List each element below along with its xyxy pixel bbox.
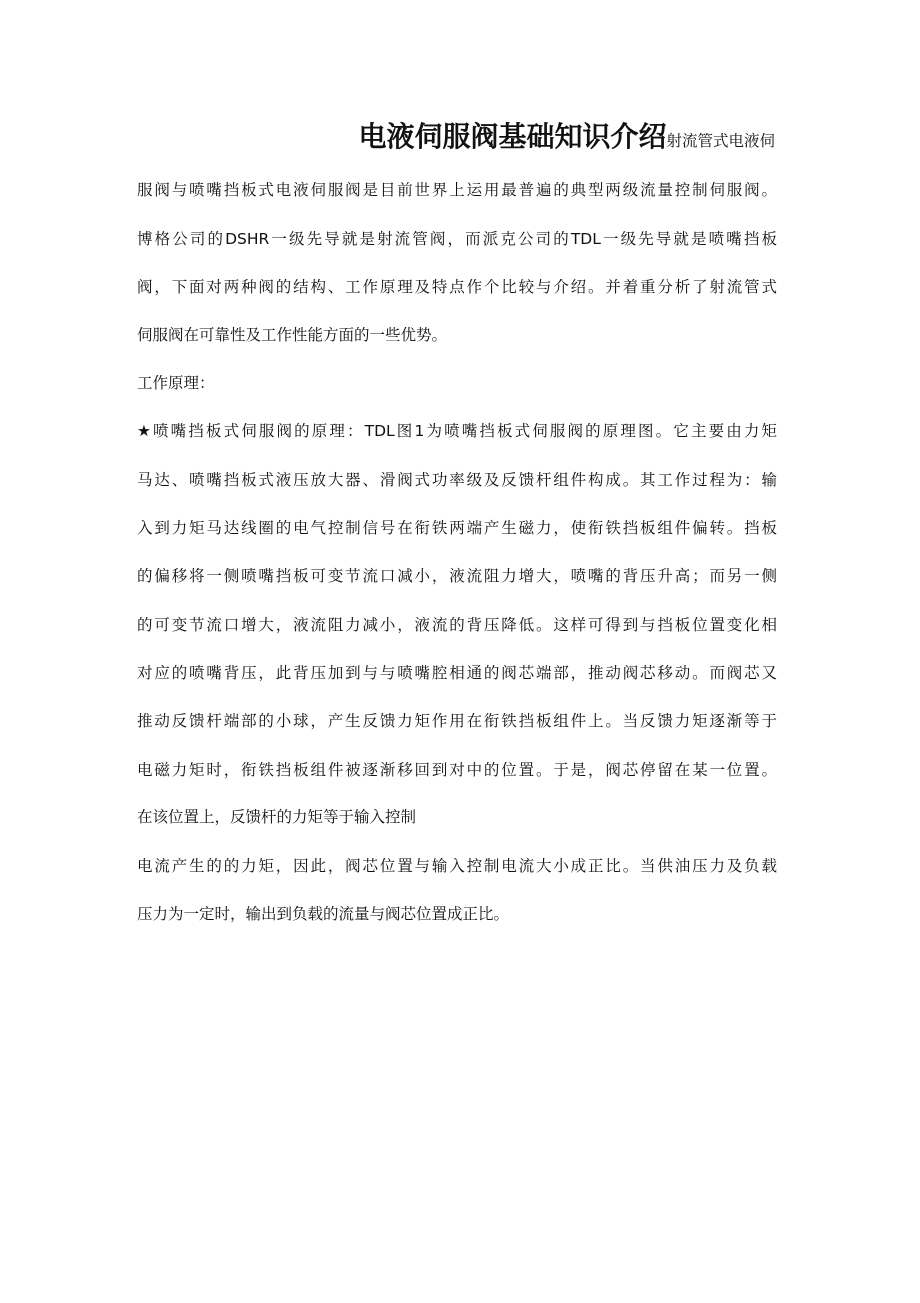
body-line: 博格公司的DSHR一级先导就是射流管阀，而派克公司的TDL一级先导就是喷嘴挡板 <box>137 230 777 248</box>
body-line: 伺服阀在可靠性及工作性能方面的一些优势。 <box>137 326 448 344</box>
body-line: 的偏移将一侧喷嘴挡板可变节流口减小，液流阻力增大，喷嘴的背压升高；而另一侧 <box>137 567 777 585</box>
body-line: ★喷嘴挡板式伺服阀的原理：TDL图1为喷嘴挡板式伺服阀的原理图。它主要由力矩 <box>137 422 777 440</box>
section-heading: 工作原理： <box>137 374 215 392</box>
body-line: 入到力矩马达线圈的电气控制信号在衔铁两端产生磁力，使衔铁挡板组件偏转。挡板 <box>137 519 777 537</box>
body-line: 对应的喷嘴背压，此背压加到与与喷嘴腔相通的阀芯端部，推动阀芯移动。而阀芯又 <box>137 664 777 682</box>
document-title <box>358 119 775 159</box>
body-line: 阀，下面对两种阀的结构、工作原理及特点作个比较与介绍。并着重分析了射流管式 <box>137 278 777 296</box>
body-line: 的可变节流口增大，液流阻力减小，液流的背压降低。这样可得到与挡板位置变化相 <box>137 616 777 634</box>
body-line: 在该位置上，反馈杆的力矩等于输入控制 <box>137 808 417 826</box>
body-line: 电磁力矩时，衔铁挡板组件被逐渐移回到对中的位置。于是，阀芯停留在某一位置。 <box>137 761 777 779</box>
title-tail: 射流管式电液伺 <box>666 132 775 150</box>
body-line: 电流产生的的力矩，因此，阀芯位置与输入控制电流大小成正比。当供油压力及负载 <box>137 857 777 875</box>
body-line: 压力为一定时，输出到负载的流量与阀芯位置成正比。 <box>137 905 510 923</box>
body-line: 推动反馈杆端部的小球，产生反馈力矩作用在衔铁挡板组件上。当反馈力矩逐渐等于 <box>137 712 777 730</box>
title-main: 电液伺服阀基础知识介绍 <box>358 120 667 153</box>
body-line: 马达、喷嘴挡板式液压放大器、滑阀式功率级及反馈杆组件构成。其工作过程为：输 <box>137 471 777 489</box>
body-line: 服阀与喷嘴挡板式电液伺服阀是目前世界上运用最普遍的典型两级流量控制伺服阀。 <box>137 181 777 199</box>
